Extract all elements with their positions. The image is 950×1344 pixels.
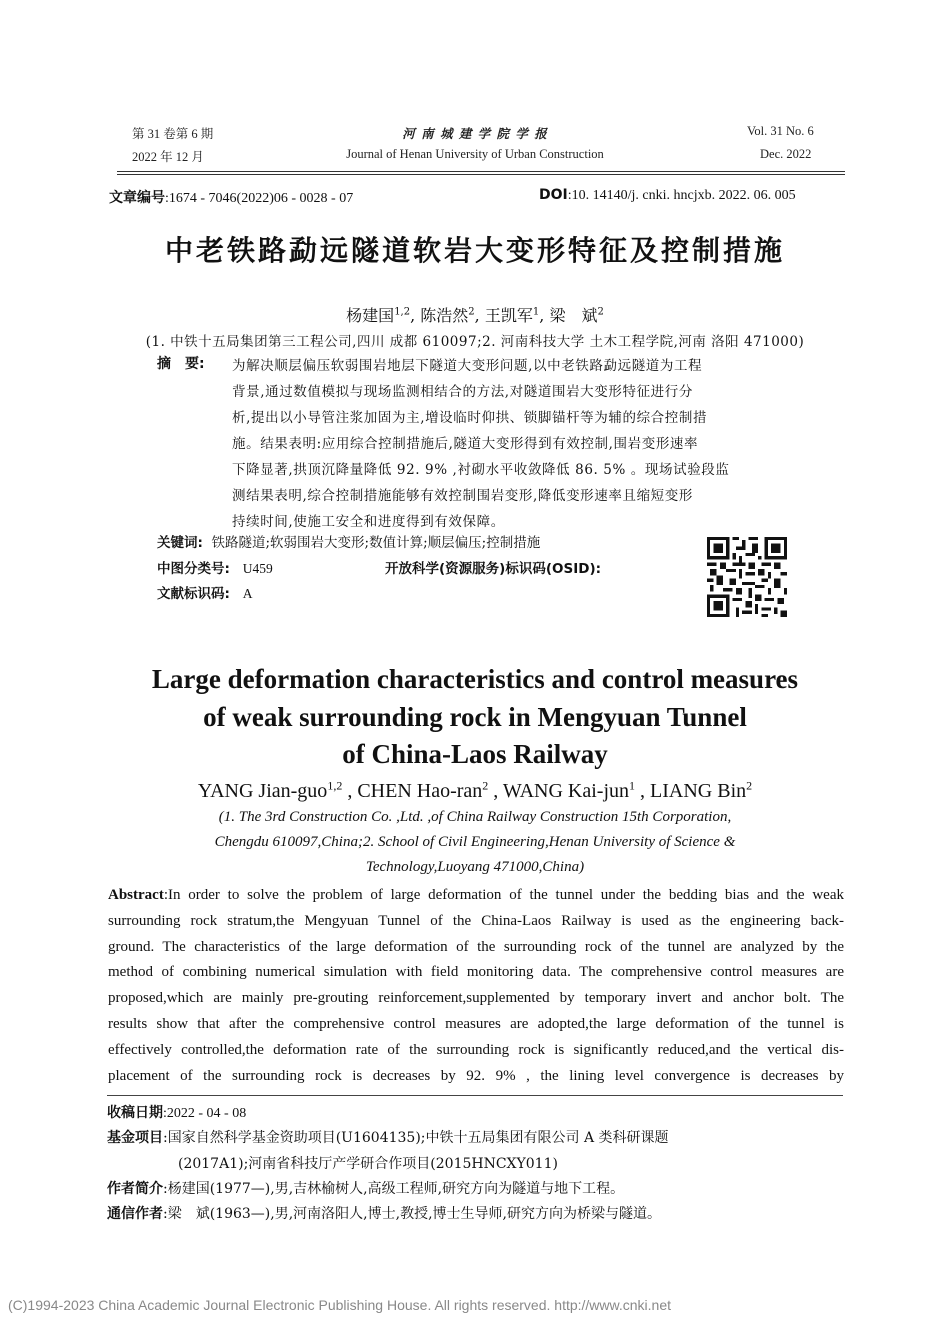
affiliation-en-line: (1. The 3rd Construction Co. ,Ltd. ,of China Railway Construction 15th Corporation,	[218, 809, 732, 825]
abstract-en-line: placement of the surrounding rock is decreases by 92. 9% , the lining level convergence is decreases by	[108, 1067, 844, 1084]
author-cn: 陈浩然$^2$,	[420, 306, 480, 325]
issue-date-cn: 2022 年 12 月	[132, 150, 204, 164]
fund-project-cont: (2017A1);河南省科技厅产学研合作项目(2015HNCXY011)	[178, 1156, 558, 1172]
header-rule-bottom	[117, 174, 845, 175]
abstract-cn-line: 下降显著,拱顶沉降量降低 92. 9% ,衬砌水平收敛降低 86. 5% 。现场试验段监	[232, 462, 730, 478]
qr-code-icon	[707, 537, 787, 617]
journal-name-en: Journal of Henan University of Urban Construction	[346, 147, 604, 161]
abstract-en-line: method of combining numerical simulation with field monitoring data. The comprehensive control measures are	[108, 964, 844, 981]
affiliation-en-line: Chengdu 610097,China;2. School of Civil Engineering,Henan University of Science &	[214, 834, 736, 850]
author-cn: 梁 斌$^2$	[549, 306, 604, 325]
title-en-line: Large deformation characteristics and control measures	[151, 664, 799, 694]
clc-label: 中图分类号:	[157, 561, 230, 577]
abstract-cn-line: 施。结果表明:应用综合控制措施后,隧道大变形得到有效控制,围岩变形速率	[232, 436, 699, 452]
abstract-en-line: effectively controlled,the deformation rate of the surrounding rock is significantly reduced,and the vertical dis-	[108, 1041, 844, 1058]
doi-value: :10. 14140/j. cnki. hncjxb. 2022. 06. 005	[567, 188, 796, 203]
author-cn: 杨建国$^{1,2}$,	[346, 306, 416, 325]
abstract-en-label: Abstract	[108, 887, 164, 903]
copyright-footer: (C)1994-2023 China Academic Journal Electronic Publishing House. All rights reserved. http://www.cnki.net	[8, 1297, 671, 1313]
fund-project: 基金项目:国家自然科学基金资助项目(U1604135);中铁十五局集团有限公司 A 类科研课题	[107, 1130, 669, 1146]
corresponding-author: 通信作者:梁 斌(1963—),男,河南洛阳人,博士,教授,博士生导师,研究方向为桥梁与隧道。	[107, 1206, 661, 1222]
abstract-cn-line: 测结果表明,综合控制措施能够有效控制围岩变形,降低变形速率且缩短变形	[232, 488, 693, 504]
author-cn: 王凯军$^1$,	[484, 306, 545, 325]
document-code	[157, 582, 253, 602]
keywords-label: 关键词:	[157, 535, 203, 551]
issue-date-en: Dec. 2022	[760, 147, 812, 161]
article-number-value: :1674 - 7046(2022)06 - 0028 - 07	[165, 191, 354, 206]
journal-name-cn: 河 南 城 建 学 院 学 报	[402, 126, 548, 141]
header-rule-top	[117, 171, 845, 172]
osid	[385, 557, 601, 577]
abstract-en-line: Abstract:In order to solve the problem of large deformation of the tunnel under the bedding bias and the weak	[108, 887, 844, 903]
title-en-line: of China-Laos Railway	[342, 739, 608, 769]
abstract-cn-line: 持续时间,使施工安全和进度得到有效保障。	[232, 514, 505, 530]
author-en: LIANG Bin$^2$	[650, 778, 753, 802]
article-number	[109, 187, 353, 207]
abstract-en-line: results show that after the comprehensive control measures are adopted,the large deformation of the tunnel is	[108, 1015, 844, 1032]
authors-cn	[0, 303, 950, 326]
doi-label: DOI	[539, 187, 568, 203]
doc-code-label: 文献标识码:	[157, 586, 230, 602]
abstract-cn-line: 背景,通过数值模拟与现场监测相结合的方法,对隧道围岩大变形特征进行分	[232, 384, 693, 400]
title-en-line: of weak surrounding rock in Mengyuan Tunnel	[203, 702, 747, 732]
abstract-en-line: ground. The characteristics of the large deformation of the surrounding rock of the tunnel are analyzed by the	[108, 938, 844, 955]
abstract-cn-line: 为解决顺层偏压软弱围岩地层下隧道大变形问题,以中老铁路勐远隧道为工程	[232, 358, 703, 374]
received-date: 收稿日期:2022 - 04 - 08	[107, 1105, 247, 1121]
doc-code-value: A	[242, 586, 253, 601]
keywords	[157, 531, 540, 551]
keywords-value: 铁路隧道;软弱围岩大变形;数值计算;顺层偏压;控制措施	[211, 535, 541, 551]
title-cn: 中老铁路勐远隧道软岩大变形特征及控制措施	[164, 234, 785, 267]
clc-value: U459	[242, 561, 273, 576]
abstract-en-line: surrounding rock stratum,the Mengyuan Tunnel of the China-Laos Railway is used as the engineering back-	[108, 912, 844, 929]
article-number-label: 文章编号	[109, 190, 165, 206]
authors-en	[0, 778, 950, 803]
abstract-en	[108, 883, 844, 1089]
author-bio: 作者简介:杨建国(1977—),男,吉林榆树人,高级工程师,研究方向为隧道与地下工程。	[107, 1181, 625, 1197]
author-en: YANG Jian-guo$^{1,2}$ ,	[197, 778, 353, 802]
affiliation-cn: (1. 中铁十五局集团第三工程公司,四川 成都 610097;2. 河南科技大学 土木工程学院,河南 洛阳 471000)	[145, 334, 805, 350]
footnote-rule	[107, 1095, 843, 1096]
clc-number	[157, 557, 273, 577]
affiliation-en-line: Technology,Luoyang 471000,China)	[365, 859, 585, 875]
osid-label: 开放科学(资源服务)标识码(OSID):	[385, 561, 602, 577]
abstract-cn-line: 析,提出以小导管注浆加固为主,增设临时仰拱、锁脚锚杆等为辅的综合控制措	[232, 410, 708, 426]
author-en: WANG Kai-jun$^1$ ,	[502, 778, 646, 802]
abstract-cn-label: 摘 要:	[157, 356, 205, 372]
volume-issue-en: Vol. 31 No. 6	[747, 124, 814, 138]
volume-issue-cn: 第 31 卷第 6 期	[132, 127, 214, 141]
doi	[539, 187, 796, 204]
author-en: CHEN Hao-ran$^2$ ,	[357, 778, 499, 802]
abstract-en-line: proposed,which are mainly pre-grouting reinforcement,supplemented by temporary invert and anchor bolt. The	[108, 990, 844, 1007]
